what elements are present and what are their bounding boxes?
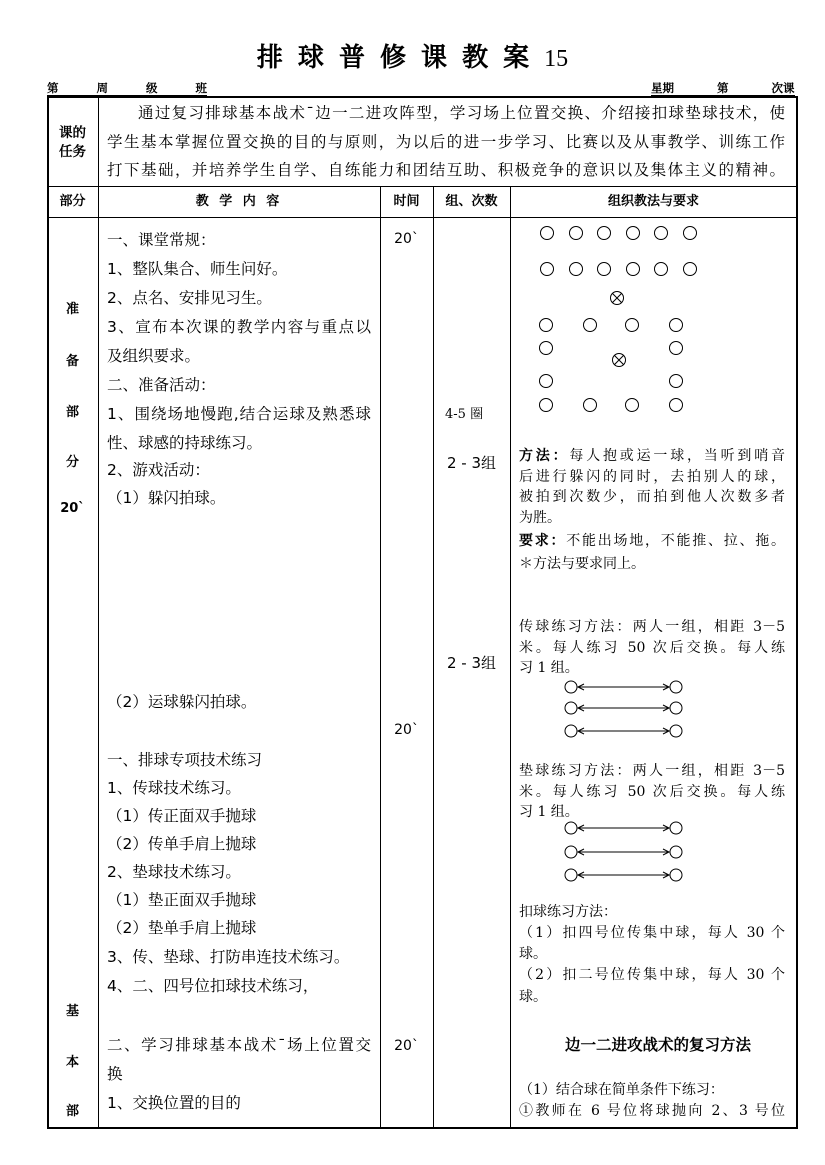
method-line: 为胜。 <box>519 510 561 526</box>
student-marker-icon <box>670 319 683 332</box>
class-label: 班 <box>195 81 207 95</box>
section-label: 本 <box>65 1055 79 1070</box>
session-label: 次课 <box>771 81 795 95</box>
spiking-method-line: 球。 <box>519 946 547 962</box>
content-line: 1、围绕场地慢跑,结合运球及熟悉球 <box>107 405 371 423</box>
student-marker-icon <box>540 319 553 332</box>
tactic-method-line: ①教师在 6 号位将球抛向 2、3 号位 <box>519 1103 785 1119</box>
column-header-section: 部分 <box>59 194 86 209</box>
section-duration: 20` <box>60 501 85 516</box>
spiking-method-line: （2）扣二号位传集中球，每人 30 个 <box>519 967 785 983</box>
week-prefix: 第 <box>47 81 59 95</box>
student-marker-icon <box>670 822 682 834</box>
student-marker-icon <box>626 319 639 332</box>
task-label: 课的 <box>59 125 86 141</box>
content-line: （1）躲闪拍球。 <box>107 489 226 507</box>
student-marker-icon <box>670 375 683 388</box>
student-marker-icon <box>584 319 597 332</box>
teacher-marker-icon <box>613 354 626 367</box>
teacher-marker-icon <box>611 292 624 305</box>
student-marker-icon <box>670 399 683 412</box>
student-marker-icon <box>570 263 583 276</box>
student-marker-icon <box>565 869 577 881</box>
student-marker-icon <box>565 702 577 714</box>
tactic-review-title: 边一二进攻战术的复习方法 <box>565 1035 752 1054</box>
content-line: 换 <box>107 1065 123 1083</box>
section-column-divider <box>98 96 99 1129</box>
title-text: 排 球 普 修 课 教 案 <box>256 43 533 73</box>
student-marker-icon <box>598 227 611 240</box>
class-info <box>47 81 207 96</box>
content-line: （1）传正面双手抛球 <box>107 807 257 825</box>
grade-blank <box>108 81 146 95</box>
column-header-time: 时间 <box>393 194 420 209</box>
warmup-formation-diagram <box>530 220 710 420</box>
requirement-label: 要求： <box>519 533 567 549</box>
student-marker-icon <box>670 681 682 693</box>
group-value: 2 - 3组 <box>446 454 497 472</box>
passing-method-line: 传球练习方法：两人一组，相距 3－5 <box>519 619 785 635</box>
task-row-divider <box>47 186 798 187</box>
content-line: 2、垫球技术练习。 <box>107 863 241 881</box>
column-header-groups: 组、次数 <box>445 194 498 209</box>
student-marker-icon <box>565 822 577 834</box>
student-marker-icon <box>655 263 668 276</box>
student-marker-icon <box>684 263 697 276</box>
content-line: 4、二、四号位扣球技术练习， <box>107 977 319 995</box>
content-line: 2、游戏活动： <box>107 461 210 479</box>
student-marker-icon <box>540 399 553 412</box>
section-label: 部 <box>65 405 79 420</box>
student-marker-icon <box>598 263 611 276</box>
student-marker-icon <box>670 702 682 714</box>
session-blank <box>729 81 772 95</box>
time-value: 20` <box>394 722 419 738</box>
student-marker-icon <box>570 227 583 240</box>
task-text-line: 通过复习排球基本战术¯边一二进攻阵型，学习场上位置交换、介绍接扣球垫球技术，使 <box>138 104 785 122</box>
digging-method-line: 垫球练习方法：两人一组，相距 3－5 <box>519 763 785 779</box>
section-label: 部 <box>65 1104 79 1119</box>
content-line: 一、课堂常规： <box>107 231 216 249</box>
student-marker-icon <box>565 725 577 737</box>
content-line: （1）垫正面双手抛球 <box>107 891 257 909</box>
tactic-method-line: （1）结合球在简单条件下练习： <box>519 1082 724 1098</box>
student-marker-icon <box>540 375 553 388</box>
spiking-method-line: 球。 <box>519 989 547 1005</box>
content-line: 2、点名、安排见习生。 <box>107 289 272 307</box>
task-text-line: 打下基础，并培养学生自学、自练能力和团结互助、积极竞争的意识以及集体主义的精神。 <box>107 161 785 179</box>
student-marker-icon <box>584 399 597 412</box>
lesson-number: 15 <box>544 46 569 72</box>
student-marker-icon <box>565 681 577 693</box>
content-line: （2）运球躲闪拍球。 <box>107 693 257 711</box>
content-line: 及组织要求。 <box>107 347 201 365</box>
content-line: 二、学习排球基本战术¯场上位置交 <box>107 1036 371 1054</box>
table-border-left <box>47 96 49 1129</box>
passing-method-line: 习 1 组。 <box>519 660 579 676</box>
spiking-method-line: （1）扣四号位传集中球，每人 30 个 <box>519 925 785 941</box>
session-info <box>651 81 795 96</box>
method-line: 被拍到次数少，而拍到他人次数多者 <box>519 489 785 505</box>
digging-method-line: 习 1 组。 <box>519 804 579 820</box>
section-label: 备 <box>65 354 79 369</box>
time-value: 20` <box>394 231 419 247</box>
content-line: 3、宣布本次课的教学内容与重点以 <box>107 318 371 336</box>
student-marker-icon <box>670 342 683 355</box>
method-label: 方法： <box>519 448 570 464</box>
table-border-top <box>47 96 798 98</box>
method-line: 后进行躲闪的同时，去拍别人的球， <box>519 469 785 485</box>
student-marker-icon <box>670 846 682 858</box>
student-marker-icon <box>540 342 553 355</box>
content-line: 一、排球专项技术练习 <box>107 751 263 769</box>
student-marker-icon <box>627 263 640 276</box>
task-label: 任务 <box>59 144 86 160</box>
grade-label: 级 <box>146 81 158 95</box>
method-text: 每人抱或运一球，当听到哨音 <box>569 448 786 464</box>
weekday-label: 星期 <box>651 81 674 95</box>
content-line: 3、传、垫球、打防串连技术练习。 <box>107 948 350 966</box>
page-title <box>0 40 825 76</box>
week-label: 周 <box>96 81 108 95</box>
student-marker-icon <box>655 227 668 240</box>
content-line: 二、准备活动： <box>107 376 216 394</box>
content-line: 1、传球技术练习。 <box>107 779 241 797</box>
content-line: 性、球感的持球练习。 <box>107 434 263 452</box>
weekday-blank <box>674 81 717 95</box>
method-line <box>519 447 785 465</box>
content-column-divider <box>380 186 381 1129</box>
same-as-above-note: ＊方法与要求同上。 <box>519 556 645 572</box>
content-line: （2）垫单手肩上抛球 <box>107 919 257 937</box>
student-marker-icon <box>684 227 697 240</box>
time-value: 20` <box>394 1038 419 1054</box>
class-blank <box>158 81 196 95</box>
section-label: 基 <box>65 1004 79 1019</box>
student-marker-icon <box>541 263 554 276</box>
column-header-method: 组织教法与要求 <box>607 194 699 209</box>
passing-pairs-diagram <box>560 676 685 742</box>
groups-column-divider <box>510 186 511 1129</box>
header-row-divider <box>47 217 798 218</box>
student-marker-icon <box>670 725 682 737</box>
student-marker-icon <box>627 227 640 240</box>
table-border-bottom <box>47 1127 798 1129</box>
digging-method-line: 米。每人练习 50 次后交换。每人练 <box>519 784 785 800</box>
spiking-method-line: 扣球练习方法： <box>519 904 617 920</box>
task-text-line: 学生基本掌握位置交换的目的与原则，为以后的进一步学习、比赛以及从事教学、训练工作 <box>107 133 785 151</box>
content-line: 1、整队集合、师生问好。 <box>107 260 288 278</box>
column-header-content: 教 学 内 容 <box>195 194 283 209</box>
section-label: 分 <box>65 455 79 470</box>
content-line: 1、交换位置的目的 <box>107 1094 241 1112</box>
session-prefix: 第 <box>717 81 729 95</box>
digging-pairs-diagram <box>560 817 685 883</box>
table-border-right <box>796 96 798 1129</box>
passing-method-line: 米。每人练习 50 次后交换。每人练 <box>519 640 785 656</box>
content-line: （2）传单手肩上抛球 <box>107 835 257 853</box>
student-marker-icon <box>670 869 682 881</box>
week-blank <box>59 81 97 95</box>
group-value: 2 - 3组 <box>446 654 497 672</box>
student-marker-icon <box>541 227 554 240</box>
requirement-text: 不能出场地，不能推、拉、拖。 <box>566 533 785 549</box>
student-marker-icon <box>565 846 577 858</box>
section-label: 准 <box>65 302 79 317</box>
group-value: 4-5 圈 <box>445 407 484 422</box>
student-marker-icon <box>626 399 639 412</box>
requirement-line <box>519 532 785 550</box>
